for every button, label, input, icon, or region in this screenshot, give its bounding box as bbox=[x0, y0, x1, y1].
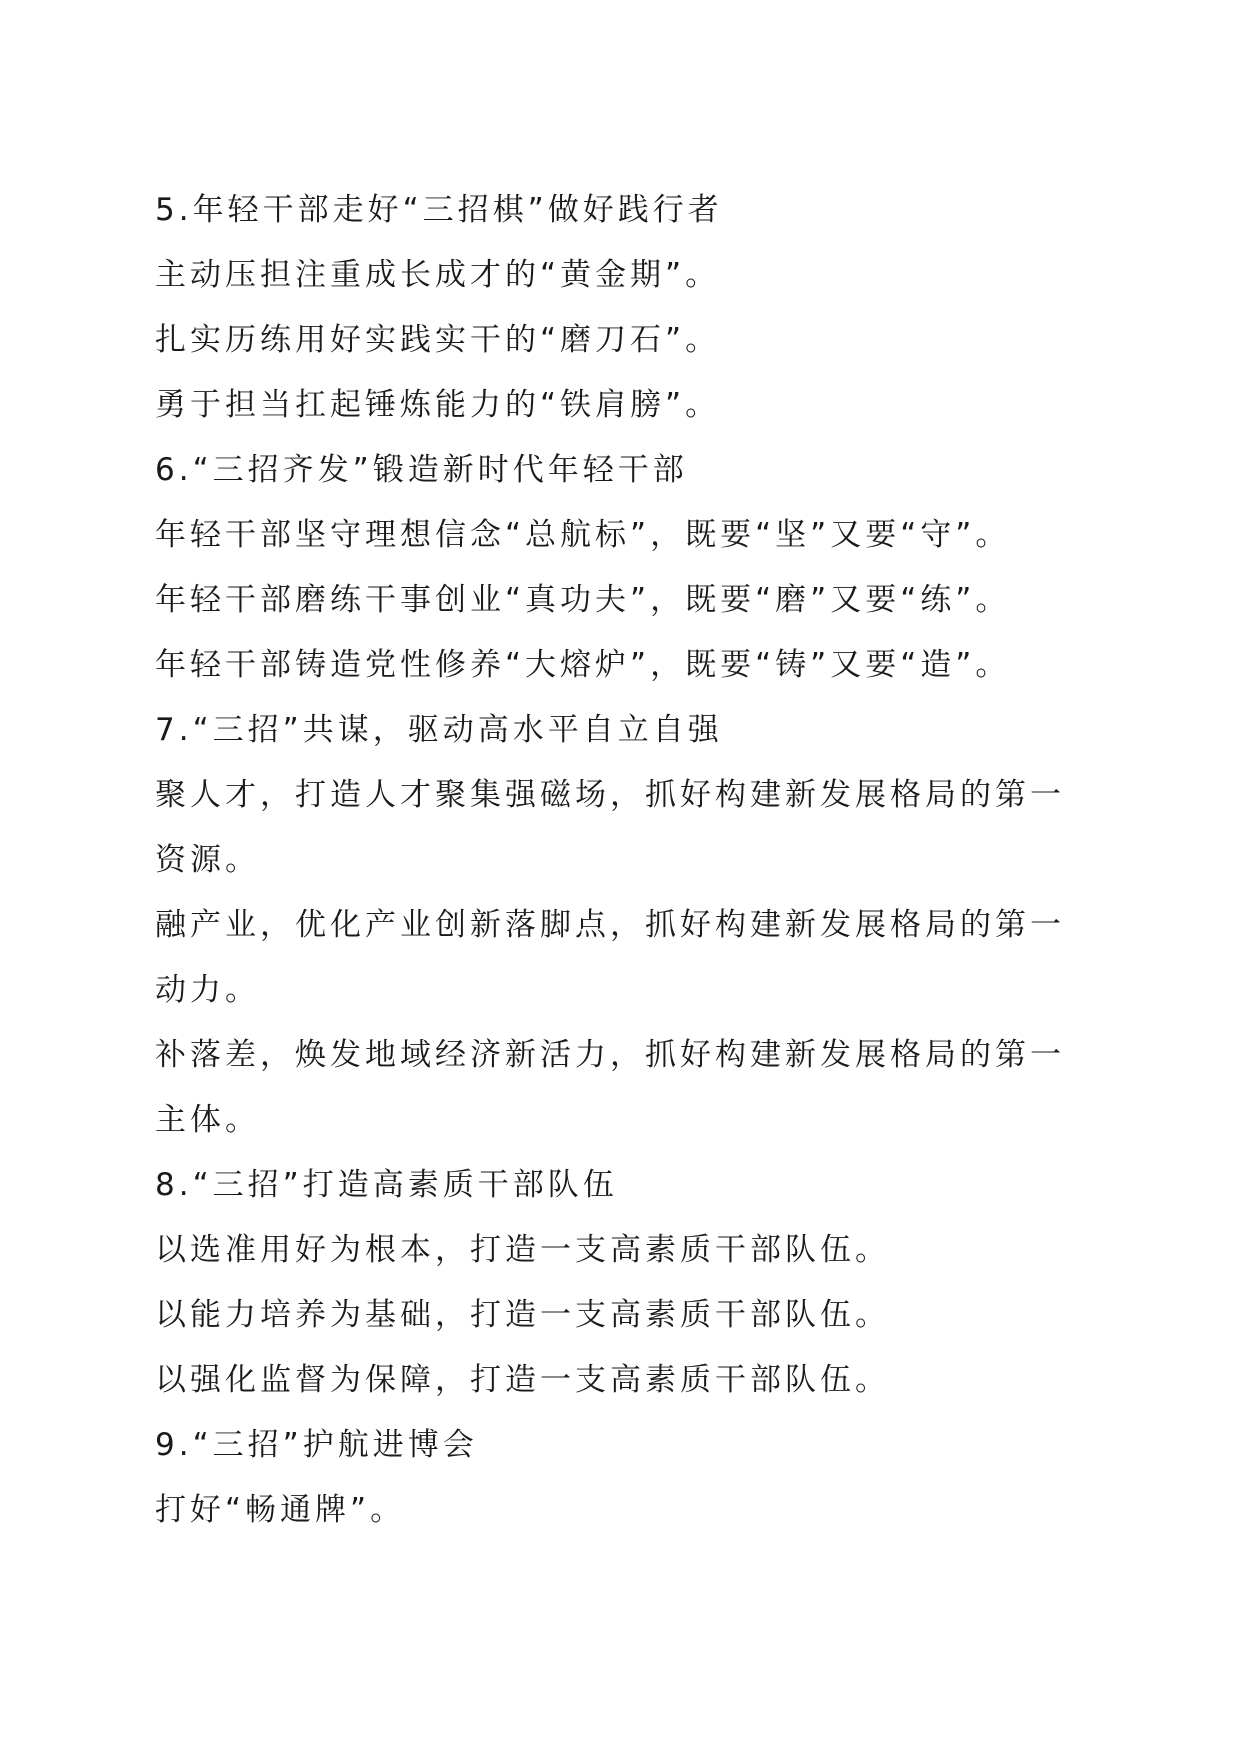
section-line: 补落差，焕发地域经济新活力，抓好构建新发展格局的第一主体。 bbox=[155, 1037, 1065, 1138]
section-line: 年轻干部铸造党性修养“大熔炉”，既要“铸”又要“造”。 bbox=[155, 647, 1011, 683]
section-line: 打好“畅通牌”。 bbox=[155, 1492, 406, 1528]
section-line: 年轻干部磨练干事创业“真功夫”，既要“磨”又要“练”。 bbox=[155, 582, 1011, 618]
section-heading: 6.“三招齐发”锻造新时代年轻干部 bbox=[155, 452, 688, 488]
section-5 bbox=[155, 178, 1095, 438]
section-line: 聚人才，打造人才聚集强磁场，抓好构建新发展格局的第一资源。 bbox=[155, 777, 1065, 878]
section-6 bbox=[155, 438, 1095, 698]
section-heading: 8.“三招”打造高素质干部队伍 bbox=[155, 1167, 618, 1203]
section-7 bbox=[155, 698, 1095, 1153]
section-line: 以选准用好为根本，打造一支高素质干部队伍。 bbox=[155, 1232, 890, 1268]
section-line: 以强化监督为保障，打造一支高素质干部队伍。 bbox=[155, 1362, 890, 1398]
section-heading: 9.“三招”护航进博会 bbox=[155, 1427, 478, 1463]
section-line: 以能力培养为基础，打造一支高素质干部队伍。 bbox=[155, 1297, 890, 1333]
section-line: 主动压担注重成长成才的“黄金期”。 bbox=[155, 257, 721, 293]
section-9 bbox=[155, 1413, 1095, 1543]
section-8 bbox=[155, 1153, 1095, 1413]
section-line: 扎实历练用好实践实干的“磨刀石”。 bbox=[155, 322, 721, 358]
document-body bbox=[155, 178, 1095, 1543]
section-line: 勇于担当扛起锤炼能力的“铁肩膀”。 bbox=[155, 387, 721, 423]
section-line: 融产业，优化产业创新落脚点，抓好构建新发展格局的第一动力。 bbox=[155, 907, 1065, 1008]
section-line: 年轻干部坚守理想信念“总航标”，既要“坚”又要“守”。 bbox=[155, 517, 1011, 553]
section-heading: 5.年轻干部走好“三招棋”做好践行者 bbox=[155, 192, 723, 228]
section-heading: 7.“三招”共谋，驱动高水平自立自强 bbox=[155, 712, 723, 748]
